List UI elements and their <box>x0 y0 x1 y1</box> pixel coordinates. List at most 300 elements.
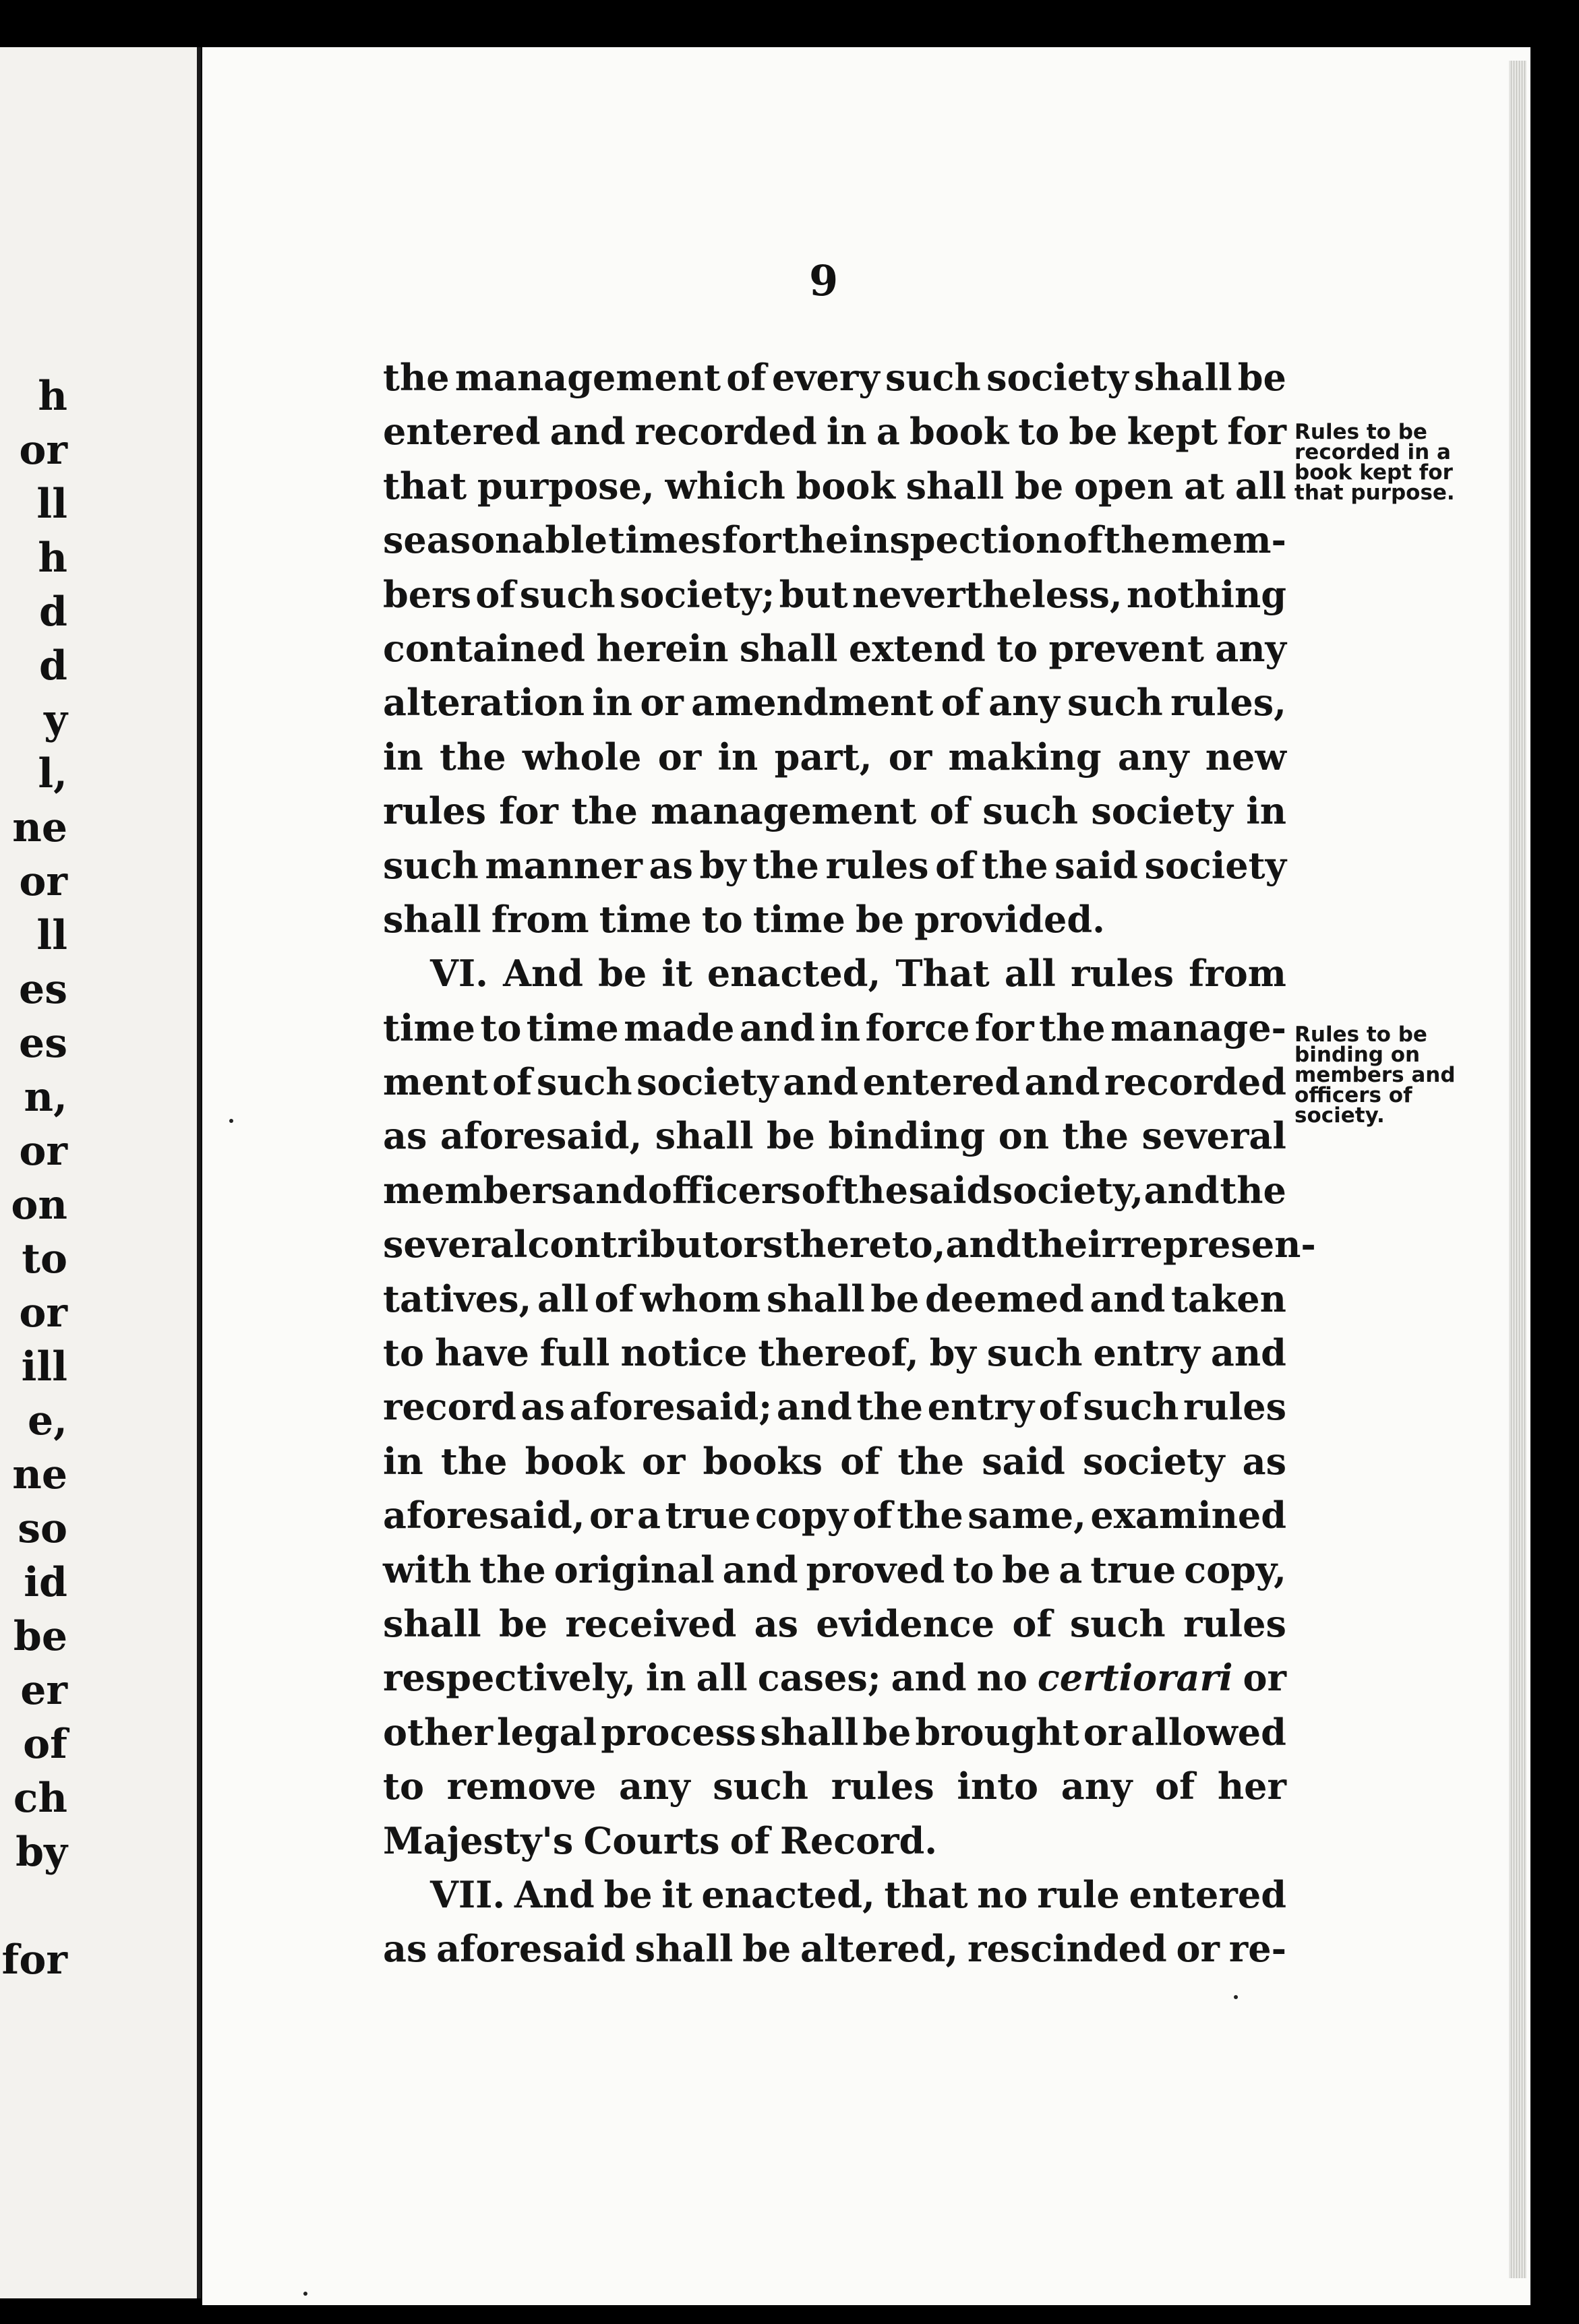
previous-page-fragment: for <box>1 1936 67 1984</box>
word: the <box>1039 1006 1106 1049</box>
word: of <box>941 681 981 725</box>
word: to <box>383 1331 424 1375</box>
word: management <box>454 356 721 399</box>
text-line <box>383 946 1286 1000</box>
text-line <box>383 1705 1286 1759</box>
word: such <box>982 789 1079 833</box>
word: for <box>974 1006 1034 1049</box>
previous-page-fragment: n, <box>24 1074 67 1121</box>
word: in <box>592 681 633 725</box>
word: as <box>383 1927 427 1971</box>
word: society <box>1083 1439 1225 1483</box>
previous-page-fragment: ll <box>36 481 67 528</box>
word: of <box>726 356 767 399</box>
word: entry <box>927 1385 1035 1429</box>
word: certiorari <box>1037 1656 1233 1700</box>
word: tatives, <box>383 1277 532 1320</box>
previous-page-fragment: h <box>38 373 67 420</box>
previous-page-fragment: or <box>19 1289 67 1337</box>
word: or <box>1083 1710 1127 1754</box>
previous-page-fragment: be <box>13 1613 67 1660</box>
word: entry <box>1093 1331 1200 1375</box>
word: all <box>1004 952 1056 996</box>
word: or <box>1243 1656 1286 1700</box>
word: the <box>1104 518 1170 562</box>
word: allowed <box>1131 1710 1286 1754</box>
word: making <box>948 735 1102 778</box>
word: entered <box>1129 1872 1286 1916</box>
word: or <box>1176 1927 1220 1971</box>
word: be <box>742 1927 792 1971</box>
word: rule <box>1037 1872 1120 1916</box>
text-line <box>383 1597 1286 1651</box>
word: a <box>876 410 900 454</box>
word: original <box>554 1548 715 1591</box>
previous-page-fragment: to <box>22 1235 67 1283</box>
word: rules <box>1183 1385 1286 1429</box>
word: contained <box>383 626 585 670</box>
word: of <box>1012 1601 1052 1645</box>
text-line <box>383 1109 1286 1163</box>
word: all <box>1234 464 1286 508</box>
word: the <box>479 1548 546 1591</box>
word: nothing <box>1126 572 1286 616</box>
previous-page-strip <box>0 47 201 2298</box>
word: society <box>1091 789 1233 833</box>
word: with <box>383 1548 472 1591</box>
previous-page-fragment: of <box>23 1721 67 1768</box>
word: for <box>1227 410 1286 454</box>
word: the <box>1062 1114 1129 1158</box>
margin-note-line: officers of <box>1294 1083 1412 1107</box>
word: be <box>598 952 647 996</box>
word: And <box>503 952 583 996</box>
word: inspection <box>849 518 1063 562</box>
word: by <box>929 1331 976 1375</box>
word: members <box>383 1168 572 1212</box>
previous-page-fragment: l, <box>38 750 67 797</box>
word: and <box>739 1006 815 1049</box>
word: Record. <box>779 1818 938 1862</box>
word: or <box>641 1439 686 1483</box>
text-line <box>383 1380 1286 1434</box>
word: of <box>475 572 516 616</box>
text-line <box>383 838 1286 892</box>
word: contributors <box>527 1223 783 1266</box>
word: rules <box>1183 1601 1286 1645</box>
word: And <box>514 1872 595 1916</box>
body-text <box>383 350 1316 1976</box>
word: be <box>862 1710 912 1754</box>
word: as <box>1242 1439 1286 1483</box>
word: have <box>434 1331 529 1375</box>
word: deemed <box>924 1277 1084 1320</box>
word: as <box>649 843 693 887</box>
word: That <box>895 952 990 996</box>
word: a <box>636 1494 661 1537</box>
text-line <box>383 1814 1286 1868</box>
word: and <box>572 1168 648 1212</box>
word: any <box>618 1765 690 1808</box>
page-number: 9 <box>809 256 839 305</box>
word: in <box>383 735 423 778</box>
word: be <box>855 897 905 941</box>
word: shall <box>739 626 838 670</box>
scan-speck <box>1234 1995 1238 1999</box>
word: several <box>1141 1114 1286 1158</box>
word: as <box>754 1601 799 1645</box>
word: part, <box>774 735 872 778</box>
word: such <box>713 1765 809 1808</box>
word: herein <box>596 626 729 670</box>
scan-speck <box>303 2292 307 2296</box>
word: of <box>492 1060 533 1104</box>
word: society; <box>619 572 775 616</box>
word: or <box>640 681 684 725</box>
word: copy, <box>1184 1548 1286 1591</box>
word: entered <box>383 410 541 454</box>
word: represen- <box>1121 1223 1316 1266</box>
word: to <box>996 626 1038 670</box>
word: time <box>383 1006 475 1049</box>
word: nevertheless, <box>852 572 1123 616</box>
word: and <box>1090 1277 1166 1320</box>
word: respectively, <box>383 1656 636 1700</box>
previous-page-fragment: d <box>39 588 67 636</box>
word: books <box>703 1439 823 1483</box>
word: be <box>1069 410 1118 454</box>
word: provided. <box>914 897 1105 941</box>
word: alteration <box>383 681 585 725</box>
word: society <box>1144 843 1286 887</box>
word: society <box>986 356 1129 399</box>
text-line <box>383 404 1286 458</box>
word: to <box>383 1765 424 1808</box>
word: cases; <box>757 1656 881 1700</box>
word: and <box>1210 1331 1286 1375</box>
word: the <box>897 1494 963 1537</box>
previous-page-fragment: id <box>24 1559 67 1606</box>
word: notice <box>620 1331 748 1375</box>
word: by <box>699 843 746 887</box>
previous-page-fragment: er <box>20 1667 67 1714</box>
word: every <box>771 356 880 399</box>
word: book <box>796 464 895 508</box>
word: times <box>608 518 721 562</box>
word: society, <box>992 1168 1144 1212</box>
word: rules <box>825 843 929 887</box>
word: of <box>929 789 970 833</box>
word: and <box>776 1385 852 1429</box>
word: and <box>722 1548 798 1591</box>
text-line <box>383 459 1286 513</box>
word: received <box>565 1601 737 1645</box>
text-line <box>383 1868 1286 1922</box>
word: and <box>1024 1060 1100 1104</box>
margin-note-line: Rules to be <box>1294 1022 1427 1047</box>
page-edge <box>1509 61 1526 2278</box>
word: purpose, <box>477 464 655 508</box>
text-line <box>383 1055 1286 1109</box>
word: said <box>982 1439 1065 1483</box>
previous-page-fragment <box>0 1879 67 1933</box>
text-line <box>383 1272 1286 1326</box>
word: any <box>1117 735 1189 778</box>
word: in <box>717 735 758 778</box>
word: the <box>440 735 506 778</box>
word: Courts <box>583 1818 720 1862</box>
word: remove <box>446 1765 597 1808</box>
word: recorded <box>634 410 817 454</box>
word: mem- <box>1170 518 1286 562</box>
word: from <box>1189 952 1286 996</box>
word: VI. <box>430 952 488 996</box>
word: copy <box>754 1494 848 1537</box>
word: whole <box>522 735 642 778</box>
word: management <box>651 789 917 833</box>
word: rules <box>383 789 486 833</box>
word: in <box>383 1439 423 1483</box>
word: the <box>897 1439 965 1483</box>
word: said <box>1054 843 1138 887</box>
word: it <box>661 952 692 996</box>
word: from <box>491 897 589 941</box>
word: of <box>852 1494 893 1537</box>
word: rules <box>831 1765 934 1808</box>
margin-note-line: binding on <box>1294 1043 1421 1067</box>
word: several <box>383 1223 528 1266</box>
word: and <box>1143 1168 1220 1212</box>
text-line <box>383 1001 1286 1055</box>
word: prevent <box>1048 626 1204 670</box>
previous-page-fragment: h <box>38 534 67 582</box>
word: and <box>783 1060 859 1104</box>
text-line <box>383 568 1286 621</box>
word: officers <box>647 1168 801 1212</box>
word: to <box>701 897 743 941</box>
word: to <box>1018 410 1060 454</box>
previous-page-fragment: or <box>19 1128 67 1175</box>
word: re- <box>1228 1927 1286 1971</box>
word: book <box>909 410 1009 454</box>
word: or <box>589 1494 633 1537</box>
previous-page-fragment: y <box>44 696 67 743</box>
word: and <box>549 410 626 454</box>
word: time <box>599 897 692 941</box>
word: any <box>1215 626 1286 670</box>
text-line <box>383 892 1286 946</box>
word: bers <box>383 572 471 616</box>
word: altered, <box>800 1927 959 1971</box>
word: shall <box>905 464 1005 508</box>
word: shall <box>1133 356 1232 399</box>
word: all <box>537 1277 589 1320</box>
word: as <box>383 1114 427 1158</box>
word: to <box>480 1006 522 1049</box>
word: in <box>645 1656 686 1700</box>
word: in <box>1246 789 1286 833</box>
text-line <box>383 1434 1286 1488</box>
word: their <box>1021 1223 1121 1266</box>
word: any <box>1061 1765 1133 1808</box>
word: aforesaid, <box>383 1494 585 1537</box>
word: society <box>636 1060 779 1104</box>
word: same, <box>967 1494 1086 1537</box>
word: kept <box>1127 410 1218 454</box>
word: and <box>945 1223 1021 1266</box>
word: rules <box>1071 952 1174 996</box>
word: open <box>1073 464 1174 508</box>
word: or <box>657 735 702 778</box>
previous-page-text-fragments <box>0 369 67 1987</box>
word: such <box>986 1331 1083 1375</box>
word: as <box>520 1385 565 1429</box>
word: whom <box>640 1277 761 1320</box>
previous-page-fragment: ll <box>36 912 67 959</box>
word: her <box>1217 1765 1286 1808</box>
word: examined <box>1090 1494 1286 1537</box>
word: true <box>1090 1548 1176 1591</box>
word: such <box>519 572 616 616</box>
word: enacted, <box>707 952 881 996</box>
word: but <box>779 572 848 616</box>
text-line <box>383 513 1286 567</box>
word: VII. <box>430 1872 506 1916</box>
word: for <box>499 789 558 833</box>
word: the <box>383 356 450 399</box>
word: shall <box>383 1601 481 1645</box>
previous-page-fragment: or <box>19 427 67 474</box>
word: such <box>885 356 981 399</box>
previous-page-fragment: e, <box>27 1397 67 1444</box>
word: full <box>539 1331 610 1375</box>
text-line <box>383 621 1286 675</box>
word: that <box>383 464 467 508</box>
word: be <box>870 1277 920 1320</box>
word: the <box>841 1168 908 1212</box>
word: thereof, <box>758 1331 919 1375</box>
previous-page-fragment: on <box>11 1182 67 1229</box>
text-line <box>383 1488 1286 1542</box>
previous-page-fragment: ne <box>12 804 67 851</box>
word: no <box>976 1656 1027 1700</box>
text-line <box>383 350 1286 404</box>
previous-page-fragment: es <box>19 966 67 1013</box>
word: the <box>781 518 849 562</box>
margin-note-line: society. <box>1294 1103 1385 1128</box>
word: such <box>383 843 479 887</box>
word: in <box>826 410 867 454</box>
word: it <box>661 1872 692 1916</box>
word: no <box>977 1872 1028 1916</box>
word: new <box>1205 735 1286 778</box>
word: said <box>908 1168 992 1212</box>
word: ment <box>383 1060 488 1104</box>
word: legal <box>497 1710 597 1754</box>
word: the <box>981 843 1048 887</box>
text-line <box>383 730 1286 784</box>
word: of <box>840 1439 881 1483</box>
word: to <box>953 1548 994 1591</box>
word: other <box>383 1710 494 1754</box>
word: of <box>1038 1385 1079 1429</box>
word: book <box>525 1439 624 1483</box>
word: shall <box>383 897 481 941</box>
word: recorded <box>1104 1060 1286 1104</box>
word: time <box>752 897 845 941</box>
word: be <box>1002 1548 1051 1591</box>
word: at <box>1184 464 1225 508</box>
word: such <box>1083 1385 1179 1429</box>
word: any <box>988 681 1060 725</box>
previous-page-fragment: ill <box>21 1343 67 1390</box>
word: that <box>884 1872 968 1916</box>
margin-note-line: members and <box>1294 1063 1456 1087</box>
word: be <box>766 1114 816 1158</box>
word: proved <box>806 1548 945 1591</box>
text-line <box>383 1759 1286 1813</box>
word: seasonable <box>383 518 608 562</box>
word: the <box>440 1439 508 1483</box>
text-line <box>383 1163 1286 1217</box>
previous-page-fragment: es <box>19 1020 67 1067</box>
word: for <box>721 518 781 562</box>
text-line <box>383 1543 1286 1597</box>
word: aforesaid <box>436 1927 626 1971</box>
word: of <box>935 843 976 887</box>
previous-page-fragment: so <box>18 1505 67 1552</box>
word: Majesty's <box>383 1818 574 1862</box>
word: binding <box>828 1114 986 1158</box>
word: extend <box>848 626 986 670</box>
word: true <box>665 1494 751 1537</box>
word: the <box>856 1385 924 1429</box>
previous-page-fragment: ch <box>13 1775 67 1822</box>
word: on <box>998 1114 1050 1158</box>
word: the <box>752 843 819 887</box>
text-line <box>383 1922 1286 1976</box>
word: in <box>820 1006 861 1049</box>
word: force <box>865 1006 970 1049</box>
word: taken <box>1170 1277 1286 1320</box>
word: aforesaid; <box>569 1385 773 1429</box>
word: the <box>1220 1168 1286 1212</box>
word: into <box>957 1765 1039 1808</box>
scan-speck <box>229 1119 233 1123</box>
margin-note-line: Rules to be <box>1294 420 1427 444</box>
word: of <box>1063 518 1103 562</box>
word: be <box>1015 464 1064 508</box>
text-line <box>383 675 1286 729</box>
word: of <box>594 1277 634 1320</box>
word: rules, <box>1170 681 1286 725</box>
word: entered <box>862 1060 1021 1104</box>
word: amendment <box>691 681 934 725</box>
word: manage- <box>1110 1006 1286 1049</box>
word: all <box>696 1656 748 1700</box>
word: made <box>624 1006 735 1049</box>
word: of <box>801 1168 841 1212</box>
word: be <box>603 1872 653 1916</box>
word: manner <box>485 843 643 887</box>
word: such <box>1069 1601 1166 1645</box>
word: or <box>888 735 932 778</box>
margin-note-line: that purpose. <box>1294 481 1455 505</box>
text-line <box>383 1651 1286 1705</box>
word: thereto, <box>783 1223 946 1266</box>
word: shall <box>766 1277 865 1320</box>
word: be <box>1237 356 1286 399</box>
